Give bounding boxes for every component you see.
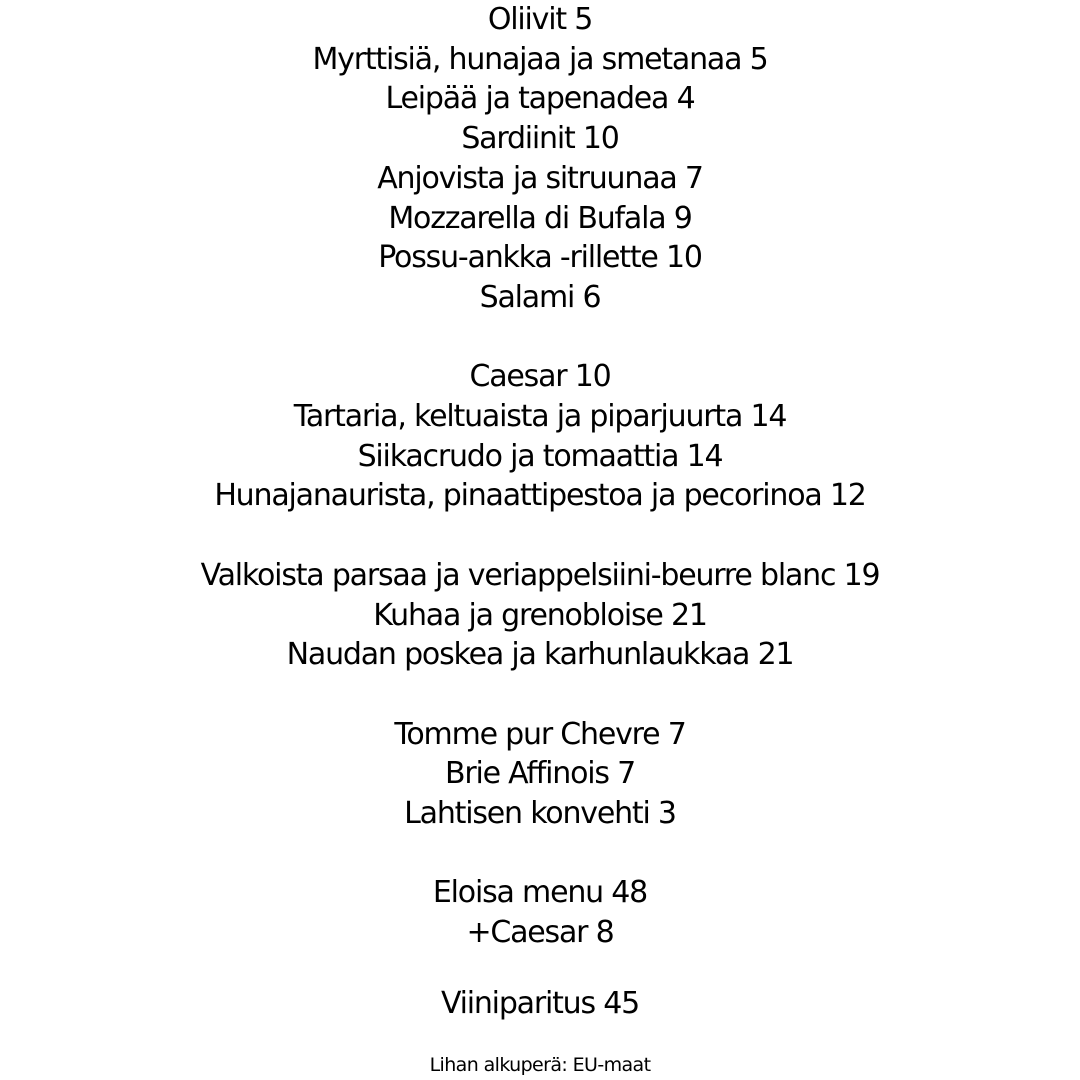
menu-item: Salami 6: [479, 279, 601, 315]
set-menu-section: [0, 873, 1080, 952]
menu-item: Hunajanaurista, pinaattipestoa ja pecorinoa 12: [214, 478, 866, 514]
menu-item: Leipää ja tapenadea 4: [385, 81, 695, 117]
section-spacer: [0, 516, 1080, 556]
section-spacer: [0, 834, 1080, 874]
menu-item: Oliivit 5: [487, 2, 593, 37]
meat-origin-note: Lihan alkuperä: EU-maat: [429, 1054, 651, 1076]
section-spacer: [0, 675, 1080, 715]
menu-item: Anjovista ja sitruunaa 7: [377, 160, 703, 196]
menu-item: +Caesar 8: [466, 915, 614, 951]
mains-section: [0, 556, 1080, 675]
snacks-section: [0, 0, 1080, 318]
starters-section: [0, 357, 1080, 516]
menu-item: Brie Affinois 7: [444, 756, 636, 792]
section-spacer: [0, 318, 1080, 358]
wine-section: [0, 984, 1080, 1024]
menu-item: Tartaria, keltuaista ja piparjuurta 14: [293, 399, 787, 435]
section-spacer: [0, 953, 1080, 984]
menu-item: Naudan poskea ja karhunlaukkaa 21: [286, 637, 794, 673]
menu-item: Possu-ankka -rillette 10: [378, 240, 702, 276]
menu-item: Myrttisiä, hunajaa ja smetanaa 5: [312, 41, 768, 77]
cheese-section: [0, 715, 1080, 834]
menu-item: Eloisa menu 48: [432, 875, 648, 911]
menu-item: Kuhaa ja grenobloise 21: [373, 597, 707, 633]
menu-item: Valkoista parsaa ja veriappelsiini-beurre blanc 19: [200, 557, 880, 593]
menu-item: Tomme pur Chevre 7: [394, 716, 686, 752]
menu-item: Sardiinit 10: [461, 121, 619, 157]
menu-item: Viiniparitus 45: [440, 985, 640, 1021]
menu-item: Lahtisen konvehti 3: [404, 796, 676, 832]
menu-item: Siikacrudo ja tomaattia 14: [357, 438, 723, 474]
menu-item: Caesar 10: [469, 359, 611, 395]
menu-item: Mozzarella di Bufala 9: [388, 200, 692, 236]
